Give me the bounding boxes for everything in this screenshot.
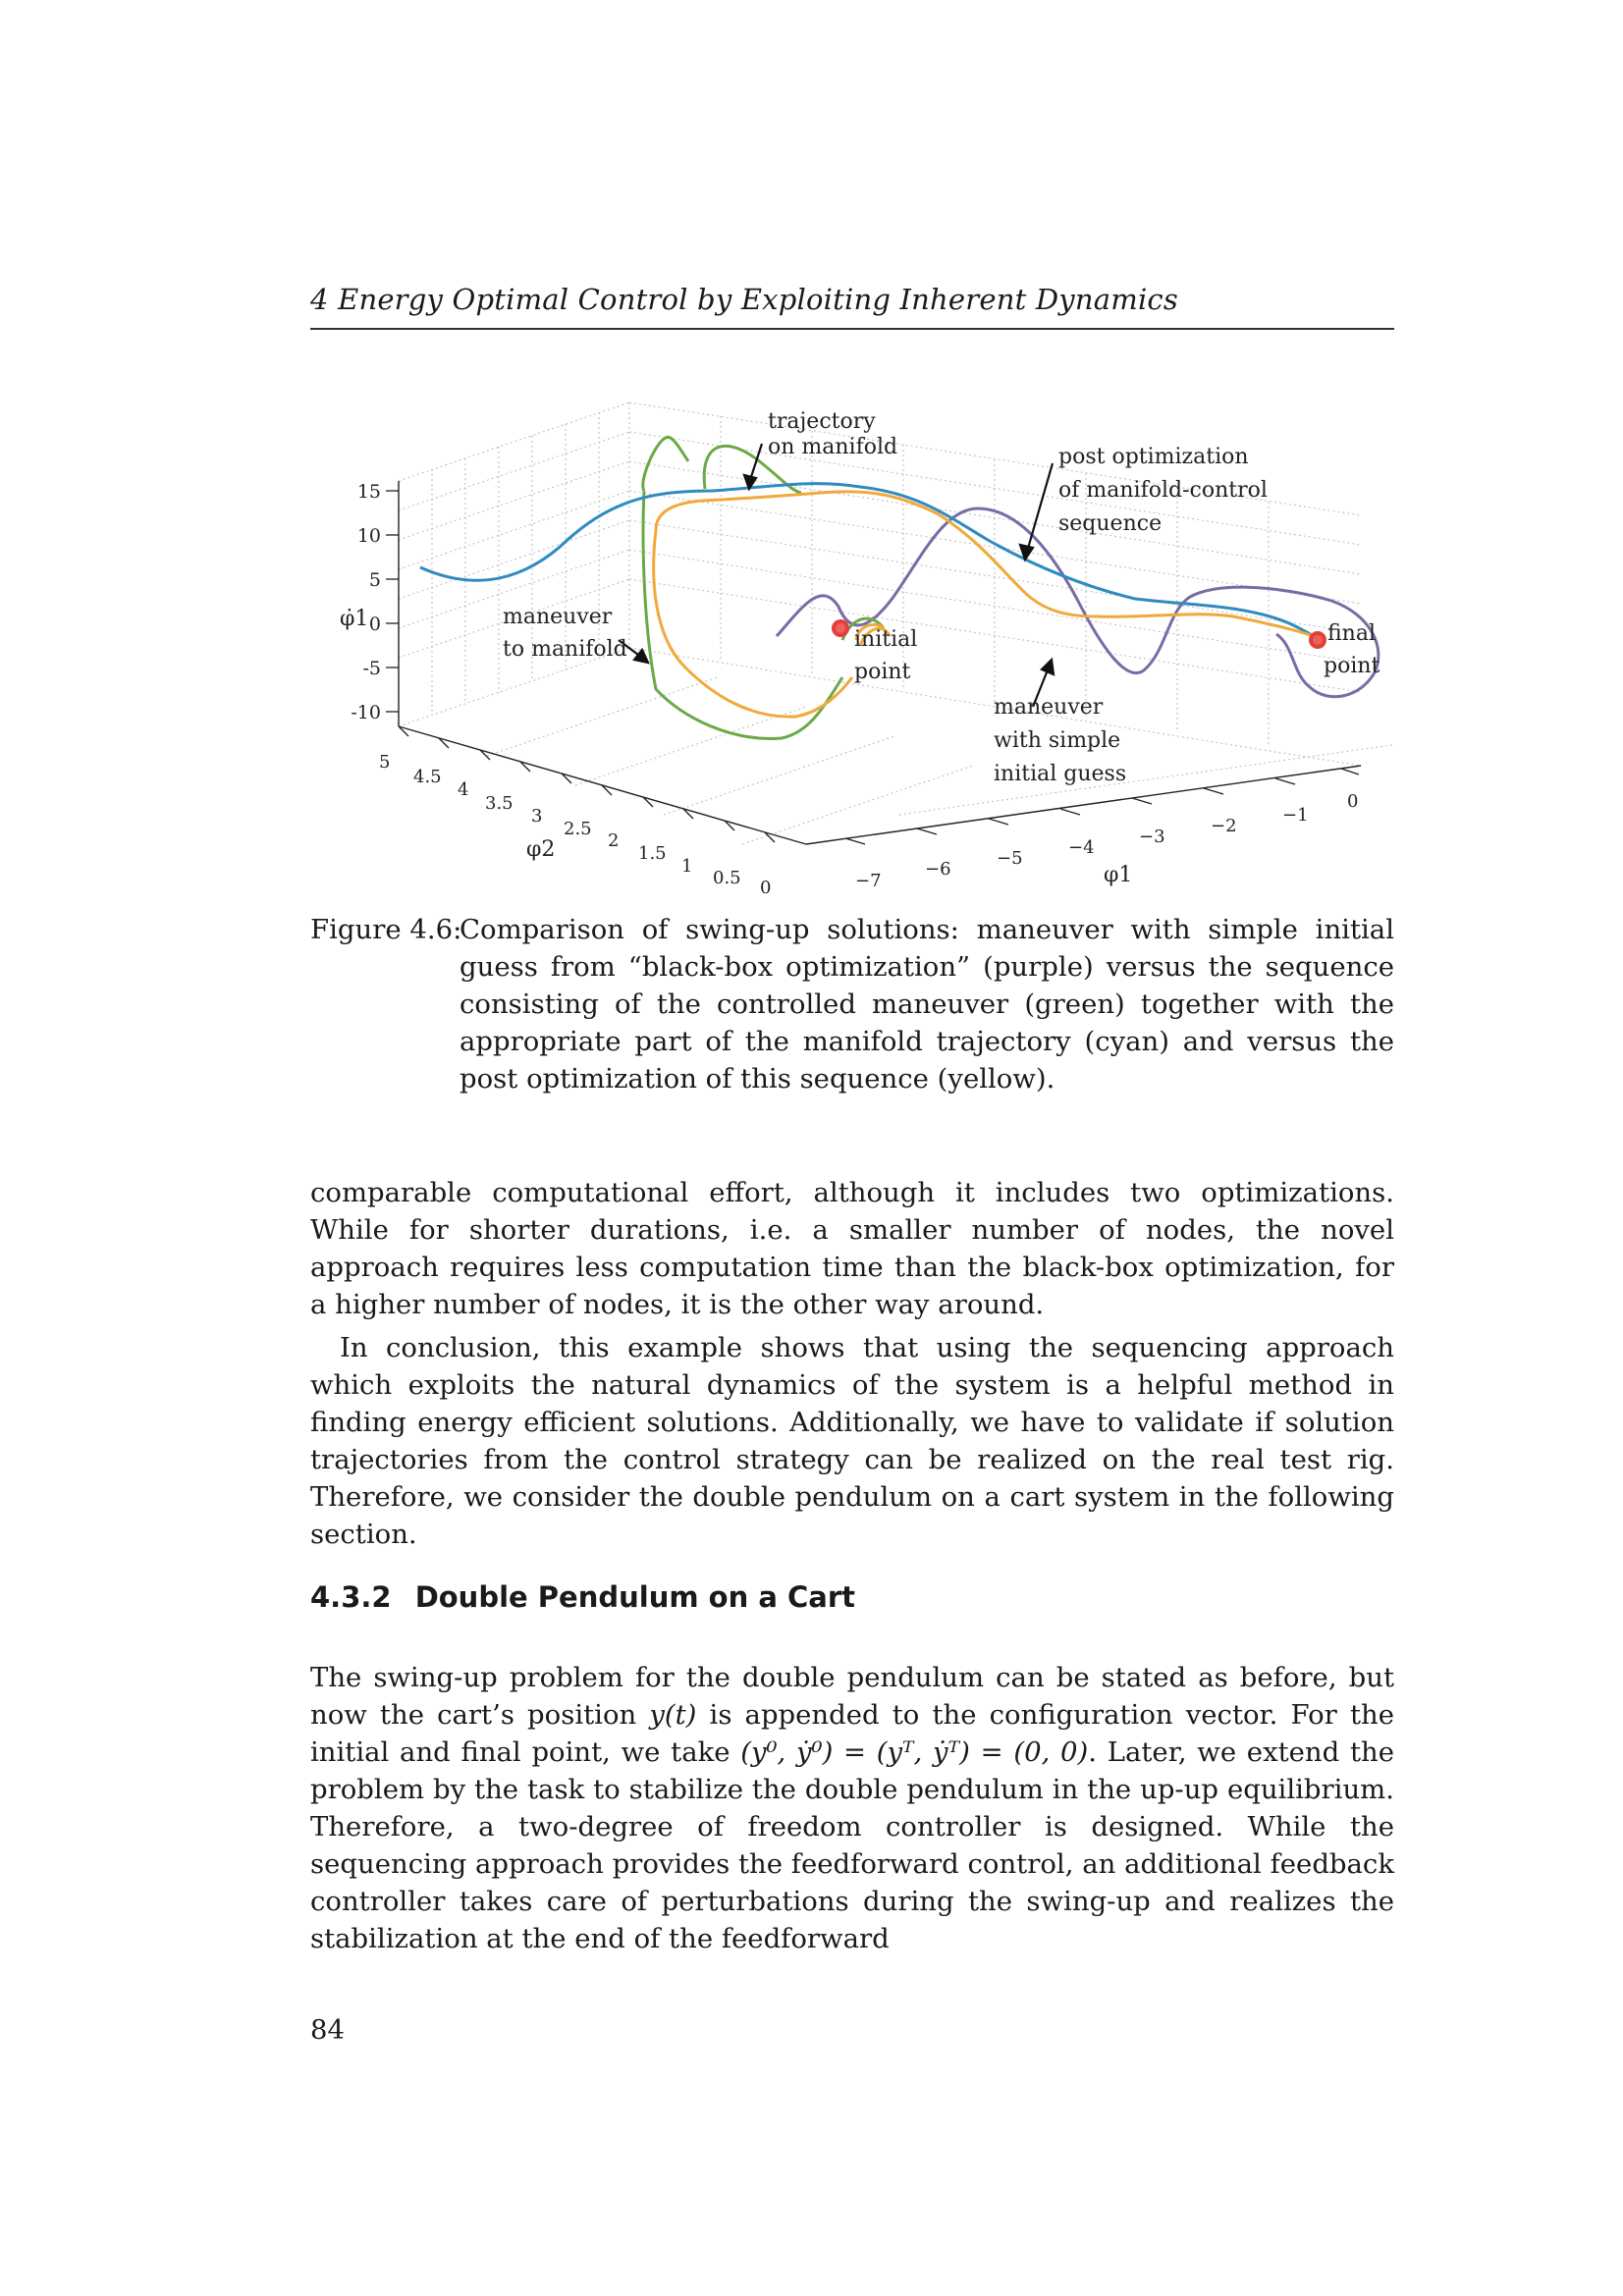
annotation-trajectory-line2: on manifold xyxy=(768,435,898,459)
annotation-final-point-line2: point xyxy=(1324,654,1380,678)
annotation-maneuver-simple-line2: with simple xyxy=(994,728,1121,753)
x-tick: −3 xyxy=(1139,827,1165,847)
running-head: 4 Energy Optimal Control by Exploiting Inherent Dynamics xyxy=(310,283,1178,316)
paragraph-3 xyxy=(310,1659,1394,1957)
annotation-maneuver-to-manifold-line1: maneuver xyxy=(503,605,613,629)
caption-text: Comparison of swing-up solutions: maneuver with simple initial guess from “black-box optimization” (purple) versus the sequence consisting of the controlled maneuver (green) together with the appropriate part of the manifold trajectory (cyan) and versus the post optimization of this sequence (yellow). xyxy=(460,914,1394,1095)
annotation-post-opt-line1: post optimization xyxy=(1058,445,1249,469)
x-tick: −2 xyxy=(1211,816,1237,836)
plot-svg xyxy=(310,383,1394,893)
paragraph-2: In conclusion, this example shows that using the sequencing approach which exploits the natural dynamics of the system is a helpful method in finding energy efficient solutions. Additionally, we have to validate if solution trajectories from the control strategy can be realized on the real test rig. Therefore, we consider the double pendulum on a cart system in the following section. xyxy=(310,1332,1394,1550)
y-tick: 1 xyxy=(681,856,693,877)
x-axis-label: φ1 xyxy=(1104,863,1133,887)
z-tick: -10 xyxy=(351,702,381,723)
caption-label: Figure 4.6: xyxy=(310,914,462,945)
annotation-initial-point-line2: point xyxy=(854,660,911,684)
x-tick: −7 xyxy=(855,871,882,891)
x-tick: 0 xyxy=(1347,791,1359,812)
initial-point-marker xyxy=(832,619,849,637)
y-tick: 0.5 xyxy=(713,868,741,888)
series-green-maneuver-to-manifold xyxy=(643,437,884,738)
y-tick: 5 xyxy=(379,752,391,773)
section-number: 4.3.2 xyxy=(310,1580,392,1614)
paragraph-1: comparable computational effort, although it includes two optimizations. While for shorter durations, i.e. a smaller number of nodes, the novel approach requires less computation time than the black-box optimization, for a higher number of nodes, it is the other way around. xyxy=(310,1177,1394,1320)
y-tick: 4.5 xyxy=(413,767,442,787)
annotation-trajectory-line1: trajectory xyxy=(768,409,876,434)
y-tick: 4 xyxy=(458,779,469,800)
p3-text-a: The swing-up problem for the double pendulum can be stated as before, but now the cart’s position xyxy=(310,1662,1394,1731)
y-tick: 2.5 xyxy=(564,819,592,839)
x-tick: −5 xyxy=(997,848,1023,869)
annotation-post-opt-line2: of manifold-control xyxy=(1058,478,1268,503)
annotation-initial-point-line1: initial xyxy=(854,627,918,652)
x-tick: −6 xyxy=(925,859,951,880)
z-tick: 15 xyxy=(356,481,381,503)
figure-3d-plot xyxy=(310,383,1394,893)
annotation-maneuver-simple-line3: initial guess xyxy=(994,762,1127,786)
body-paragraphs xyxy=(310,1174,1394,1553)
z-tick: 5 xyxy=(368,569,381,591)
annotation-post-opt-line3: sequence xyxy=(1058,511,1163,536)
p3-math-equation: (y⁰, ẏ⁰) = (yᵀ, ẏᵀ) = (0, 0) xyxy=(740,1736,1089,1768)
annotation-maneuver-to-manifold-line2: to manifold xyxy=(503,637,627,662)
annotation-final-point-line1: final xyxy=(1327,621,1376,646)
z-axis-label: φ̇1 xyxy=(340,607,369,631)
p3-text-c: . Later, we extend the problem by the task to stabilize the double pendulum in the up-up equilibrium. Therefore, a two-degree of freedom controller is designed. While the sequencing approach provides the feedforward control, an additional feedback controller takes care of perturbations during the swing-up and realizes the stabilization at the end of the feedforward xyxy=(310,1736,1394,1954)
y-axis-label: φ2 xyxy=(526,837,556,862)
section-heading xyxy=(310,1580,1394,1614)
section-title: Double Pendulum on a Cart xyxy=(414,1580,856,1614)
y-tick: 3.5 xyxy=(485,793,514,814)
y-tick: 3 xyxy=(531,806,543,827)
x-tick: −4 xyxy=(1068,837,1095,858)
z-tick: 10 xyxy=(356,525,381,547)
z-tick: 0 xyxy=(368,614,381,635)
header-rule xyxy=(310,328,1394,330)
p3-text-b: is appended to the configuration vector. For the initial and final point, we take xyxy=(310,1699,1394,1768)
page-number: 84 xyxy=(310,2014,345,2046)
z-tick: -5 xyxy=(362,658,381,679)
final-point-marker xyxy=(1309,631,1326,649)
x-tick: −1 xyxy=(1282,805,1309,826)
annotation-maneuver-simple-line1: maneuver xyxy=(994,695,1104,720)
figure-caption xyxy=(310,911,1394,1097)
y-tick: 1.5 xyxy=(638,843,667,864)
p3-math-yt: y(t) xyxy=(649,1699,697,1731)
y-tick: 0 xyxy=(760,878,772,893)
y-tick: 2 xyxy=(608,830,620,851)
